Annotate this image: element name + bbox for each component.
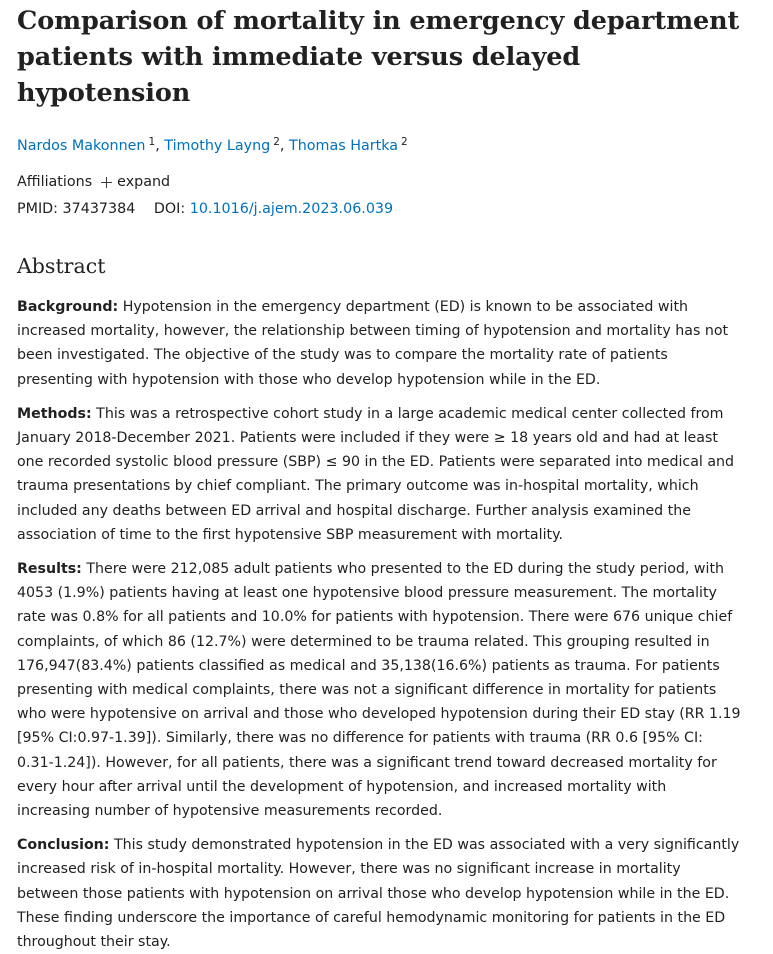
author-separator: , <box>279 138 289 154</box>
author-separator: , <box>155 138 165 154</box>
abstract-results <box>17 557 741 823</box>
section-label: Methods: <box>17 405 92 422</box>
plus-icon <box>101 177 112 188</box>
pmid-value: 37437384 <box>62 201 136 217</box>
affiliation-ref[interactable]: 2 <box>401 136 408 148</box>
expand-label: expand <box>117 174 171 190</box>
abstract-heading: Abstract <box>17 254 106 278</box>
section-text: This was a retrospective cohort study in a large academic medical center collected from January 2018-December 2021. Patients were included if they were ≥ 18 years old and had at least one recorded systolic blood pressure (SBP) ≤ 90 in the ED. Patients were separated into medical and trauma presentations by chief compliant. The primary outcome was in-hospital mortality, which included any deaths between ED arrival and hospital discharge. Further analysis examined the association of time to the first hypotensive SBP measurement with mortality. <box>17 405 735 543</box>
expand-affiliations-button[interactable] <box>101 171 170 193</box>
article-title: Comparison of mortality in emergency department patients with immediate versus delayed hypotension <box>17 6 740 108</box>
section-label: Background: <box>17 299 119 315</box>
affiliations-row <box>17 171 741 193</box>
author-link[interactable]: Nardos Makonnen <box>17 138 146 154</box>
affiliation-ref[interactable]: 2 <box>273 136 280 148</box>
identifiers-row <box>17 198 741 220</box>
abstract-methods <box>17 402 741 547</box>
doi-label: DOI: <box>153 201 186 217</box>
abstract-background <box>17 295 741 392</box>
doi-link[interactable]: 10.1016/j.ajem.2023.06.039 <box>189 201 394 217</box>
section-label: Conclusion: <box>17 837 110 854</box>
article-page <box>17 0 741 954</box>
section-text: This study demonstrated hypotension in the ED was associated with a very significantly increased risk of in-hospital mortality. However, there was no significant increase in mortality between those patients with hypotension on arrival those who develop hypotension while in the ED. These finding underscore the importance of careful hemodynamic monitoring for patients in the ED throughout their stay. <box>17 837 740 951</box>
author-link[interactable]: Thomas Hartka <box>289 138 399 154</box>
affiliations-label: Affiliations <box>17 174 93 190</box>
section-text: Hypotension in the emergency department (ED) is known to be associated with increased mortality, however, the relationship between timing of hypotension and mortality has not been investigated. The objective of the study was to compare the mortality rate of patients presenting with hypotension with those who develop hypotension while in the ED. <box>17 299 729 388</box>
abstract-conclusion <box>17 833 741 954</box>
section-text: There were 212,085 adult patients who presented to the ED during the study period, with 4053 (1.9%) patients having at least one hypotensive blood pressure measurement. The mortality rate was 0.8% for all patients and 10.0% for patients with hypotension. There were 676 unique chief complaints, of which 86 (12.7%) were determined to be trauma related. This grouping resulted in 176,947(83.4%) patients classified as medical and 35,138(16.6%) patients as trauma. For patients presenting with medical complaints, there was not a significant difference in mortality for patients who were hypotensive on arrival and those who developed hypotension during their ED stay (RR 1.19 [95% CI:0.97-1.39]). Similarly, there was no difference for patients with trauma (RR 0.6 [95% CI: 0.31-1.24]). However, for all patients, there was a significant trend toward decreased mortality for every hour after arrival until the development of hypotension, and increased mortality with increasing number of hypotensive measurements recorded. <box>17 561 741 820</box>
affiliation-ref[interactable]: 1 <box>148 136 156 148</box>
section-label: Results: <box>17 561 82 578</box>
author-link[interactable]: Timothy Layng <box>164 138 271 154</box>
author-list <box>17 131 741 157</box>
pmid-label: PMID: <box>17 201 58 217</box>
